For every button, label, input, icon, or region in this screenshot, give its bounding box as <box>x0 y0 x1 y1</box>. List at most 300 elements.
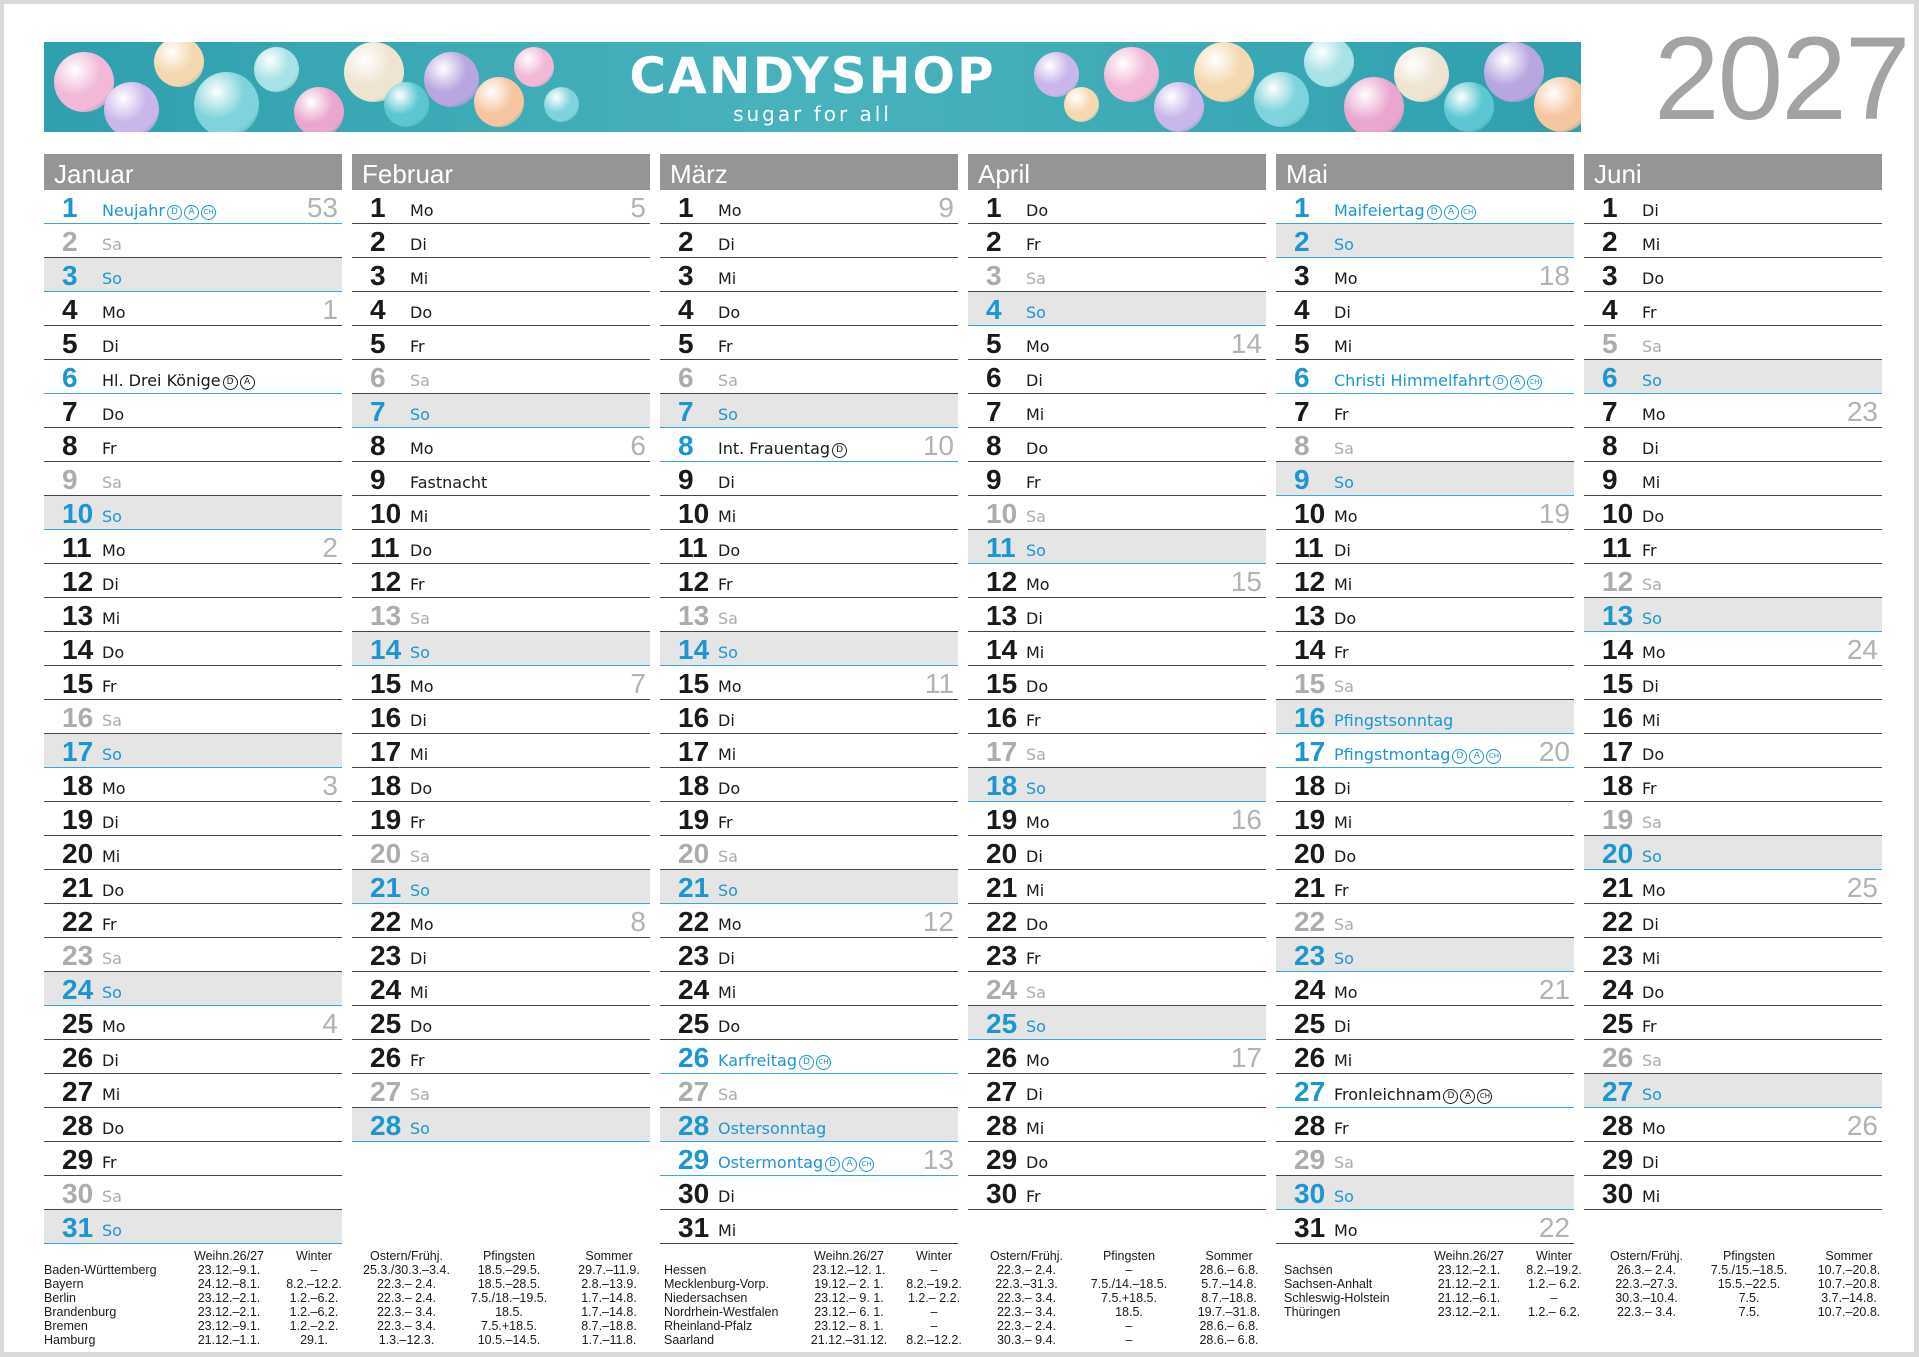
weekday-label: Sa <box>1026 507 1046 526</box>
day-number: 3 <box>1294 260 1310 291</box>
day-row <box>44 1210 342 1244</box>
holiday-column-header: Winter <box>915 1249 953 1263</box>
day-row <box>660 1210 958 1244</box>
holiday-column-header: Winter <box>295 1249 333 1263</box>
day-number: 17 <box>1294 736 1326 767</box>
day-number: 5 <box>986 328 1002 359</box>
day-row <box>660 972 958 1006</box>
weekday-label: Mi <box>1642 473 1661 492</box>
day-number: 31 <box>62 1212 94 1243</box>
weekday-label: Sa <box>718 609 738 628</box>
day-number: 15 <box>986 668 1018 699</box>
day-row <box>44 428 342 462</box>
day-row <box>352 1108 650 1142</box>
holiday-dates: 8.2.–12.2. <box>906 1333 962 1347</box>
weekday-label: Sa <box>1026 269 1046 288</box>
holiday-dates: 29.1. <box>300 1333 328 1347</box>
holiday-column-header: Weihn.26/27 <box>1434 1249 1504 1263</box>
holidays-row <box>1284 1263 1899 1277</box>
holiday-dates: 8.7.–18.8. <box>1201 1291 1257 1305</box>
day-row <box>1276 292 1574 326</box>
holiday-dates: 21.12.–6.1. <box>1437 1291 1501 1305</box>
weekday-label: So <box>1642 1085 1662 1104</box>
weekday-label: Do <box>410 303 433 322</box>
state-name: Brandenburg <box>44 1305 117 1319</box>
weekday-label: Mi <box>1334 337 1353 356</box>
day-number: 24 <box>370 974 402 1005</box>
holiday-column-header: Pfingsten <box>1102 1249 1156 1263</box>
day-row <box>1584 326 1882 360</box>
holiday-dates: 22.3.– 3.4. <box>376 1319 437 1333</box>
country-mark-icon: A <box>842 1157 857 1172</box>
week-number: 15 <box>1230 566 1262 597</box>
day-row <box>1584 802 1882 836</box>
day-row <box>352 904 650 938</box>
weekday-label: Mi <box>718 269 737 288</box>
weekday-label: Sa <box>1642 813 1662 832</box>
day-number: 15 <box>678 668 710 699</box>
weekday-label: So <box>102 1221 122 1240</box>
holiday-dates: 22.3.–27.3. <box>1615 1277 1678 1291</box>
day-row <box>1584 972 1882 1006</box>
day-number: 28 <box>986 1110 1018 1141</box>
month-column <box>1584 154 1882 1280</box>
day-row <box>44 1074 342 1108</box>
weekday-label: Mo <box>102 1017 126 1036</box>
day-number: 22 <box>62 906 94 937</box>
day-number: 14 <box>678 634 710 665</box>
weekday-label: Sa <box>718 1085 738 1104</box>
day-row <box>352 598 650 632</box>
day-number: 11 <box>678 532 708 563</box>
day-number: 22 <box>986 906 1018 937</box>
weekday-label: Di <box>1642 677 1659 696</box>
day-row <box>660 598 958 632</box>
day-row <box>352 360 650 394</box>
weekday-label: Fr <box>1026 949 1041 968</box>
month-column <box>660 154 958 1280</box>
holiday-name <box>102 371 255 391</box>
weekday-label: Fr <box>718 337 733 356</box>
week-number: 18 <box>1538 260 1570 291</box>
day-number: 16 <box>986 702 1018 733</box>
day-row <box>660 564 958 598</box>
day-number: 11 <box>1602 532 1632 563</box>
holiday-dates: 23.12.–9.1. <box>197 1319 261 1333</box>
day-number: 14 <box>1602 634 1634 665</box>
day-row <box>1584 598 1882 632</box>
day-number: 23 <box>370 940 402 971</box>
holiday-label: Christi Himmelfahrt <box>1334 371 1491 390</box>
day-row <box>1584 292 1882 326</box>
weekday-label: Mo <box>1334 507 1358 526</box>
weekday-label: Mi <box>718 1221 737 1240</box>
holiday-dates: 22.3.– 3.4. <box>376 1305 437 1319</box>
weekday-label: Mo <box>718 201 742 220</box>
candyshop-banner <box>44 42 1581 132</box>
day-row <box>44 768 342 802</box>
holidays-row <box>664 1319 1279 1333</box>
holiday-column-header: Ostern/Frühj. <box>370 1249 443 1263</box>
day-number: 24 <box>986 974 1018 1005</box>
weekday-label: Mo <box>1026 337 1050 356</box>
holiday-dates: 1.2.– 2.2. <box>907 1291 961 1305</box>
day-number: 30 <box>62 1178 94 1209</box>
week-number: 17 <box>1230 1042 1262 1073</box>
holiday-dates: 23.12.–2.1. <box>197 1305 261 1319</box>
weekday-label: Mo <box>102 303 126 322</box>
holiday-dates: 1.2.– 6.2. <box>1527 1305 1581 1319</box>
holiday-dates: 5.7.–14.8. <box>1201 1277 1257 1291</box>
weekday-label: So <box>410 405 430 424</box>
day-number: 22 <box>1294 906 1326 937</box>
day-row <box>352 632 650 666</box>
day-row <box>968 258 1266 292</box>
day-number: 24 <box>1602 974 1634 1005</box>
holiday-dates: 10.7.–20.8. <box>1817 1305 1881 1319</box>
day-number: 23 <box>678 940 710 971</box>
day-number: 29 <box>1294 1144 1326 1175</box>
day-row <box>44 836 342 870</box>
holiday-dates: – <box>1125 1263 1133 1277</box>
day-row <box>1276 836 1574 870</box>
country-mark-icon: D <box>167 205 182 220</box>
weekday-label: Do <box>102 643 125 662</box>
country-mark-icon: CH <box>1461 205 1476 220</box>
day-row <box>44 360 342 394</box>
holiday-dates: 22.3.–31.3. <box>995 1277 1058 1291</box>
holiday-dates: 30.3.–10.4. <box>1615 1291 1678 1305</box>
weekday-label: Di <box>1334 541 1351 560</box>
state-name: Sachsen-Anhalt <box>1284 1277 1373 1291</box>
holiday-dates: 18.5. <box>495 1305 523 1319</box>
day-row <box>352 258 650 292</box>
day-row <box>1276 428 1574 462</box>
day-row <box>1584 190 1882 224</box>
holiday-dates: 1.2.–6.2. <box>289 1305 339 1319</box>
day-number: 26 <box>678 1042 710 1073</box>
weekday-label: Fr <box>1334 1119 1349 1138</box>
holiday-dates: 7.5. <box>1738 1305 1760 1319</box>
weekday-label: So <box>1334 235 1354 254</box>
weekday-label: Di <box>718 949 735 968</box>
month-column <box>968 154 1266 1280</box>
holiday-dates: 28.6.– 6.8. <box>1199 1333 1259 1347</box>
day-row <box>968 394 1266 428</box>
holiday-name <box>1334 371 1542 391</box>
day-number: 10 <box>1602 498 1634 529</box>
holiday-dates: 2.8.–13.9. <box>581 1277 637 1291</box>
brand-name: CANDYSHOP <box>629 47 996 105</box>
weekday-label: Sa <box>1642 337 1662 356</box>
week-number: 9 <box>938 192 954 223</box>
day-number: 9 <box>1294 464 1310 495</box>
day-row <box>1584 1142 1882 1176</box>
day-number: 30 <box>1294 1178 1326 1209</box>
week-number: 53 <box>306 192 338 223</box>
holiday-dates: – <box>310 1263 318 1277</box>
day-number: 27 <box>986 1076 1018 1107</box>
week-number: 1 <box>322 294 338 325</box>
day-number: 25 <box>62 1008 94 1039</box>
weekday-label: Do <box>1026 677 1049 696</box>
day-row <box>968 836 1266 870</box>
day-row <box>1276 360 1574 394</box>
holiday-column-header: Sommer <box>585 1249 633 1263</box>
state-name: Bremen <box>44 1319 88 1333</box>
weekday-label: Sa <box>410 371 430 390</box>
holiday-column-header: Pfingsten <box>1722 1249 1776 1263</box>
day-row <box>44 1142 342 1176</box>
holiday-dates: 8.2.–19.2. <box>906 1277 962 1291</box>
weekday-label: Mo <box>1026 1051 1050 1070</box>
day-number: 19 <box>1602 804 1634 835</box>
day-number: 14 <box>370 634 402 665</box>
day-row <box>660 632 958 666</box>
weekday-label: Di <box>102 575 119 594</box>
brand-logo <box>44 48 1581 124</box>
weekday-label: Mi <box>1642 949 1661 968</box>
day-number: 12 <box>62 566 94 597</box>
holiday-dates: 10.5.–14.5. <box>477 1333 541 1347</box>
weekday-label: Mo <box>410 201 434 220</box>
calendar-sheet <box>4 4 1914 1352</box>
state-name: Saarland <box>664 1333 715 1347</box>
day-number: 24 <box>1294 974 1326 1005</box>
holiday-dates: 22.3.– 3.4. <box>996 1305 1057 1319</box>
day-row <box>660 1108 958 1142</box>
day-row <box>44 598 342 632</box>
day-number: 17 <box>1602 736 1634 767</box>
holiday-dates: – <box>930 1263 938 1277</box>
holiday-dates: 7.5.+18.5. <box>1101 1291 1157 1305</box>
day-row <box>352 802 650 836</box>
day-row <box>1276 700 1574 734</box>
day-number: 18 <box>1294 770 1326 801</box>
day-number: 15 <box>370 668 402 699</box>
day-row <box>44 326 342 360</box>
day-row <box>1276 394 1574 428</box>
day-row <box>352 1074 650 1108</box>
day-number: 4 <box>370 294 386 325</box>
weekday-label: Do <box>102 1119 125 1138</box>
day-number: 9 <box>370 464 386 495</box>
day-row <box>44 292 342 326</box>
holiday-dates: 22.3.– 3.4. <box>996 1291 1057 1305</box>
holidays-header-row <box>1284 1249 1899 1263</box>
day-number: 24 <box>62 974 94 1005</box>
day-row <box>968 734 1266 768</box>
state-name: Thüringen <box>1284 1305 1341 1319</box>
holidays-row <box>664 1277 1279 1291</box>
weekday-label: Sa <box>1026 745 1046 764</box>
weekday-label: Mi <box>1026 405 1045 424</box>
weekday-label: Sa <box>1334 439 1354 458</box>
weekday-label: So <box>1334 1187 1354 1206</box>
weekday-label: So <box>1642 609 1662 628</box>
day-number: 27 <box>370 1076 402 1107</box>
weekday-label: Di <box>102 1051 119 1070</box>
day-number: 14 <box>1294 634 1326 665</box>
holidays-block <box>664 1249 1279 1347</box>
week-number: 4 <box>322 1008 338 1039</box>
day-number: 4 <box>1602 294 1618 325</box>
weekday-label: Do <box>1026 439 1049 458</box>
weekday-label: Di <box>1642 201 1659 220</box>
weekday-label: Fr <box>1642 541 1657 560</box>
weekday-label: Fr <box>1642 779 1657 798</box>
country-mark-icon: D <box>1452 749 1467 764</box>
day-number: 28 <box>1602 1110 1634 1141</box>
day-row <box>352 938 650 972</box>
day-row <box>660 258 958 292</box>
day-row <box>968 1074 1266 1108</box>
day-number: 14 <box>62 634 94 665</box>
day-row <box>352 700 650 734</box>
day-row <box>1276 258 1574 292</box>
holiday-dates: – <box>1125 1319 1133 1333</box>
weekday-label: Mi <box>718 983 737 1002</box>
day-note <box>410 473 487 493</box>
holiday-name <box>1334 711 1453 731</box>
weekday-label: Do <box>1642 745 1665 764</box>
day-row <box>352 428 650 462</box>
day-number: 7 <box>1602 396 1618 427</box>
day-number: 11 <box>986 532 1016 563</box>
day-number: 28 <box>1294 1110 1326 1141</box>
holiday-dates: 7.5./14.–18.5. <box>1090 1277 1168 1291</box>
holiday-dates: 22.3.– 2.4. <box>996 1263 1057 1277</box>
day-row <box>44 190 342 224</box>
holiday-dates: 8.7.–18.8. <box>581 1319 637 1333</box>
day-number: 13 <box>1602 600 1634 631</box>
state-name: Hessen <box>664 1263 707 1277</box>
day-number: 9 <box>62 464 78 495</box>
month-column <box>352 154 650 1280</box>
weekday-label: Mi <box>1642 235 1661 254</box>
day-number: 13 <box>1294 600 1326 631</box>
weekday-label: Mo <box>1642 1119 1666 1138</box>
day-row <box>1276 1176 1574 1210</box>
weekday-label: Mi <box>1026 643 1045 662</box>
day-row <box>352 292 650 326</box>
day-row <box>44 632 342 666</box>
day-row <box>352 224 650 258</box>
country-mark-icon: CH <box>859 1157 874 1172</box>
day-number: 25 <box>1294 1008 1326 1039</box>
day-row <box>968 462 1266 496</box>
week-number: 23 <box>1846 396 1878 427</box>
day-number: 25 <box>986 1008 1018 1039</box>
day-number: 30 <box>1602 1178 1634 1209</box>
day-row <box>44 224 342 258</box>
day-row <box>1584 258 1882 292</box>
holiday-dates: 18.5.–28.5. <box>477 1277 541 1291</box>
holiday-dates: 22.3.– 3.4. <box>1616 1305 1677 1319</box>
day-row <box>660 360 958 394</box>
day-number: 22 <box>1602 906 1634 937</box>
day-row <box>968 496 1266 530</box>
holiday-dates: 19.7.–31.8. <box>1197 1305 1261 1319</box>
weekday-label: Mi <box>1642 1187 1661 1206</box>
holiday-label: Karfreitag <box>718 1051 797 1070</box>
holiday-name <box>718 1153 874 1173</box>
week-number: 19 <box>1538 498 1570 529</box>
weekday-label: Fr <box>1642 1017 1657 1036</box>
weekday-label: Mi <box>410 507 429 526</box>
day-number: 26 <box>370 1042 402 1073</box>
day-row <box>1276 224 1574 258</box>
holiday-dates: 23.12.–2.1. <box>1437 1263 1501 1277</box>
day-number: 8 <box>1602 430 1618 461</box>
state-name: Mecklenburg-Vorp. <box>664 1277 769 1291</box>
day-number: 6 <box>370 362 386 393</box>
day-number: 18 <box>986 770 1018 801</box>
day-list <box>352 190 650 1280</box>
weekday-label: Sa <box>410 847 430 866</box>
day-row <box>1584 428 1882 462</box>
day-number: 5 <box>370 328 386 359</box>
week-number: 16 <box>1230 804 1262 835</box>
day-row <box>660 292 958 326</box>
day-number: 10 <box>678 498 710 529</box>
holiday-label: Pfingstsonntag <box>1334 711 1454 730</box>
calendar-year: 2027 <box>1654 13 1909 145</box>
weekday-label: So <box>410 1119 430 1138</box>
day-row <box>1584 224 1882 258</box>
week-number: 2 <box>322 532 338 563</box>
holiday-dates: 1.7.–11.8. <box>581 1333 637 1347</box>
day-number: 8 <box>370 430 386 461</box>
day-number: 7 <box>986 396 1002 427</box>
day-row <box>660 530 958 564</box>
day-number: 6 <box>986 362 1002 393</box>
day-number: 17 <box>986 736 1018 767</box>
day-row <box>1584 394 1882 428</box>
holiday-dates: 23.12.–2.1. <box>197 1291 261 1305</box>
day-number: 21 <box>370 872 402 903</box>
weekday-label: Di <box>410 711 427 730</box>
holiday-dates: 23.12.– 9. 1. <box>814 1291 884 1305</box>
weekday-label: Fr <box>1026 235 1041 254</box>
weekday-label: Fr <box>1334 881 1349 900</box>
day-row <box>968 1006 1266 1040</box>
holiday-dates: 21.12.–2.1. <box>1437 1277 1501 1291</box>
weekday-label: Do <box>410 779 433 798</box>
day-row <box>352 496 650 530</box>
day-row <box>1276 734 1574 768</box>
day-number: 2 <box>370 226 386 257</box>
holiday-label: Ostersonntag <box>718 1119 827 1138</box>
country-mark-icon: A <box>1510 375 1525 390</box>
day-number: 21 <box>1602 872 1634 903</box>
weekday-label: Mi <box>1026 881 1045 900</box>
holidays-row <box>44 1277 659 1291</box>
weekday-label: Di <box>718 235 735 254</box>
month-header: Juni <box>1584 154 1882 190</box>
day-number: 25 <box>678 1008 710 1039</box>
day-row <box>1276 632 1574 666</box>
day-number: 2 <box>1602 226 1618 257</box>
day-row <box>1584 666 1882 700</box>
weekday-label: Do <box>102 405 125 424</box>
holiday-label: Fronleichnam <box>1334 1085 1442 1104</box>
day-row <box>660 1074 958 1108</box>
day-number: 17 <box>678 736 710 767</box>
day-row <box>968 190 1266 224</box>
weekday-label: So <box>410 881 430 900</box>
weekday-label: Fr <box>102 1153 117 1172</box>
